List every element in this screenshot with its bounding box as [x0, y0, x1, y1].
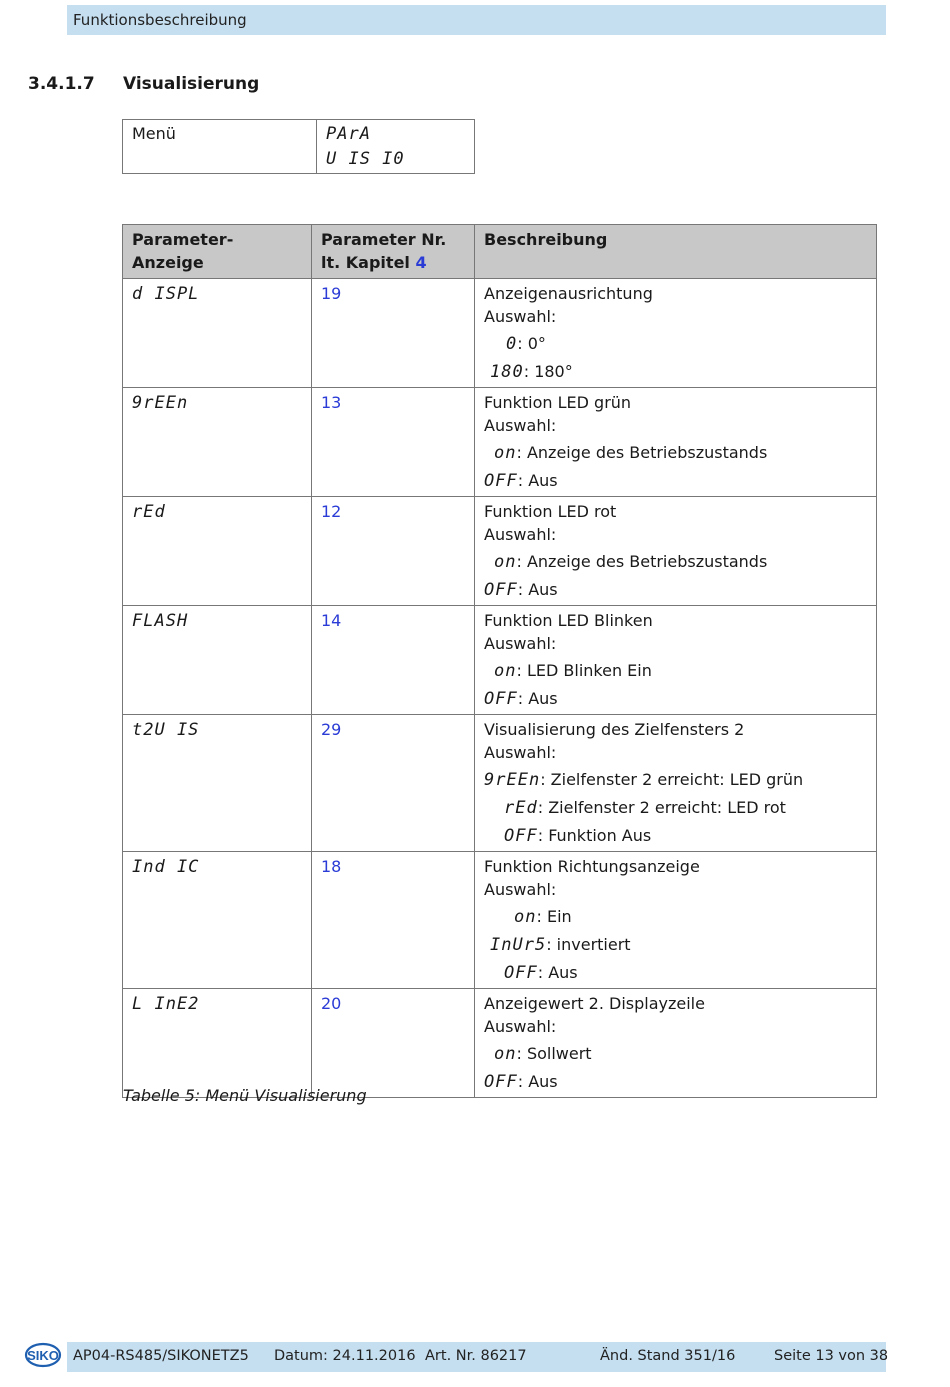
- footer-stand: Änd. Stand 351/16: [600, 1348, 736, 1364]
- table-caption: Tabelle 5: Menü Visualisierung: [123, 1086, 367, 1105]
- option-text: : Aus: [517, 1072, 558, 1091]
- description-title: Funktion LED rot: [484, 502, 617, 521]
- option-text: : Aus: [517, 689, 558, 708]
- description-title: Anzeigewert 2. Displayzeile: [484, 994, 705, 1013]
- section-number: 3.4.1.7: [28, 74, 95, 94]
- option-item: [484, 550, 867, 574]
- option-text: : Ein: [536, 907, 572, 926]
- option-text: : Sollwert: [516, 1044, 592, 1063]
- page-header: [67, 5, 886, 35]
- choice-label: Auswahl:: [484, 525, 557, 544]
- parameter-number[interactable]: 18: [312, 852, 475, 989]
- table-row: [123, 989, 877, 1098]
- parameter-number[interactable]: 14: [312, 606, 475, 715]
- option-code: on: [514, 907, 537, 927]
- description-title: Visualisierung des Zielfensters 2: [484, 720, 745, 739]
- parameter-display-code: rEd: [132, 502, 166, 522]
- choice-label: Auswahl:: [484, 416, 557, 435]
- parameter-display-cell: [123, 606, 312, 715]
- parameter-number[interactable]: 29: [312, 715, 475, 852]
- description-cell: [475, 279, 877, 388]
- choice-label: Auswahl:: [484, 307, 557, 326]
- menu-path: [317, 120, 475, 174]
- option-code: OFF: [504, 826, 538, 846]
- option-code: 0: [506, 334, 518, 354]
- parameter-number[interactable]: 13: [312, 388, 475, 497]
- option-item: [484, 768, 867, 792]
- table-row: [123, 852, 877, 989]
- option-text: : Aus: [537, 963, 578, 982]
- option-item: [484, 905, 867, 929]
- table-row: [123, 606, 877, 715]
- option-text: : invertiert: [546, 935, 631, 954]
- option-text: : Anzeige des Betriebszustands: [516, 552, 768, 571]
- option-code: on: [494, 1044, 517, 1064]
- parameter-table: [122, 224, 877, 1098]
- parameter-number[interactable]: 19: [312, 279, 475, 388]
- header-title: Funktionsbeschreibung: [73, 11, 247, 29]
- description-cell: [475, 852, 877, 989]
- table-row: [123, 388, 877, 497]
- description-cell: [475, 606, 877, 715]
- option-item: [484, 933, 867, 957]
- option-item: [484, 332, 867, 356]
- chapter-link[interactable]: 4: [415, 253, 427, 272]
- option-text: : Aus: [517, 580, 558, 599]
- parameter-display-code: d ISPL: [132, 284, 200, 304]
- parameter-display-cell: [123, 989, 312, 1098]
- option-code: on: [494, 661, 517, 681]
- option-code: OFF: [484, 580, 518, 600]
- parameter-display-cell: [123, 715, 312, 852]
- option-code: on: [494, 443, 517, 463]
- option-text: : Zielfenster 2 erreicht: LED grün: [540, 770, 804, 789]
- footer-product: AP04-RS485/SIKONETZ5: [73, 1348, 249, 1364]
- parameter-number[interactable]: 12: [312, 497, 475, 606]
- option-item: [484, 961, 867, 985]
- option-code: OFF: [504, 963, 538, 983]
- page-footer: [67, 1342, 889, 1372]
- option-item: [484, 659, 867, 683]
- menu-label: Menü: [123, 120, 317, 174]
- option-code: on: [494, 552, 517, 572]
- option-item: [484, 1042, 867, 1066]
- parameter-display-code: FLASH: [132, 611, 189, 631]
- header-parameter-nr: [312, 225, 475, 279]
- footer-art-nr: Art. Nr. 86217: [425, 1348, 527, 1364]
- description-cell: [475, 497, 877, 606]
- menu-path-level-2: U IS I0: [326, 149, 405, 169]
- option-code: 9rEEn: [484, 770, 541, 790]
- parameter-display-code: L InE2: [132, 994, 200, 1014]
- menu-path-level-1: PArA: [326, 124, 371, 144]
- section-title: Visualisierung: [123, 74, 260, 94]
- header-description: Beschreibung: [475, 225, 877, 279]
- description-title: Anzeigenausrichtung: [484, 284, 653, 303]
- option-text: : Zielfenster 2 erreicht: LED rot: [537, 798, 786, 817]
- logo-text: SIKO: [27, 1348, 59, 1363]
- parameter-display-cell: [123, 388, 312, 497]
- option-text: : Funktion Aus: [537, 826, 652, 845]
- option-item: [484, 578, 867, 602]
- description-title: Funktion LED Blinken: [484, 611, 653, 630]
- parameter-display-code: t2U IS: [132, 720, 200, 740]
- choice-label: Auswahl:: [484, 634, 557, 653]
- choice-label: Auswahl:: [484, 1017, 557, 1036]
- option-text: : 180°: [523, 362, 573, 381]
- option-text: : Anzeige des Betriebszustands: [516, 443, 768, 462]
- option-item: [484, 796, 867, 820]
- table-header-row: [123, 225, 877, 279]
- table-row: [123, 279, 877, 388]
- description-cell: [475, 715, 877, 852]
- parameter-display-code: Ind IC: [132, 857, 200, 877]
- option-item: [484, 469, 867, 493]
- option-code: OFF: [484, 471, 518, 491]
- parameter-display-code: 9rEEn: [132, 393, 189, 413]
- menu-table: [122, 119, 475, 174]
- option-code: 180: [490, 362, 524, 382]
- option-text: : 0°: [517, 334, 546, 353]
- option-item: [484, 824, 867, 848]
- header-parameter-nr-text: Parameter Nr. lt. Kapitel: [321, 230, 447, 272]
- section-heading: [28, 74, 259, 94]
- option-text: : Aus: [517, 471, 558, 490]
- siko-logo: [24, 1341, 62, 1369]
- parameter-display-cell: [123, 497, 312, 606]
- parameter-display-cell: [123, 279, 312, 388]
- parameter-number[interactable]: 20: [312, 989, 475, 1098]
- description-cell: [475, 388, 877, 497]
- option-code: OFF: [484, 689, 518, 709]
- footer-page: Seite 13 von 38: [774, 1348, 889, 1364]
- parameter-display-cell: [123, 852, 312, 989]
- option-code: rEd: [504, 798, 538, 818]
- table-row: [123, 497, 877, 606]
- choice-label: Auswahl:: [484, 880, 557, 899]
- option-item: [484, 441, 867, 465]
- description-cell: [475, 989, 877, 1098]
- option-code: OFF: [484, 1072, 518, 1092]
- option-item: [484, 687, 867, 711]
- description-title: Funktion LED grün: [484, 393, 632, 412]
- option-item: [484, 360, 867, 384]
- description-title: Funktion Richtungsanzeige: [484, 857, 700, 876]
- header-parameter-display: Parameter-Anzeige: [123, 225, 312, 279]
- table-row: [123, 715, 877, 852]
- option-text: : LED Blinken Ein: [516, 661, 652, 680]
- option-code: InUr5: [490, 935, 547, 955]
- option-item: [484, 1070, 867, 1094]
- footer-date: Datum: 24.11.2016: [274, 1348, 416, 1364]
- choice-label: Auswahl:: [484, 743, 557, 762]
